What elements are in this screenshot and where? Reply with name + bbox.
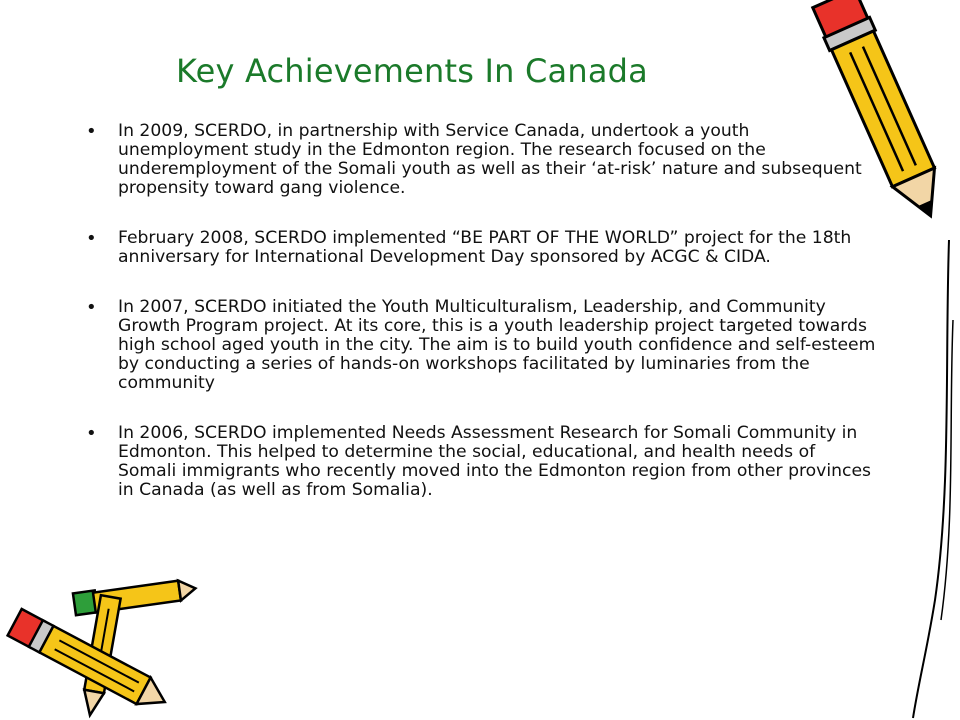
bullet-glyph: •: [86, 423, 97, 444]
pencils-clipart-bottom-left: [0, 568, 200, 720]
pencil-body: [831, 31, 934, 187]
pencil-clipart-top-right: [808, 0, 960, 230]
curved-line-clipart: [905, 240, 960, 720]
bullet-text: In 2006, SCERDO implemented Needs Assessment Research for Somali Community in Edmonton. This helped to determine the social, educational, and health needs of Somali immigrants who recently moved into the Edmonton region from other provinces in Canada (as well as from Somalia).: [118, 423, 872, 500]
bullet-text: In 2007, SCERDO initiated the Youth Multiculturalism, Leadership, and Community Growth Program project. At its core, this is a youth leadership project targeted towards high school aged youth in the city. The aim is to build youth confidence and self-esteem by conducting a series of hands-on workshops facilitated by luminaries from the community: [118, 297, 876, 393]
bullet-item: [86, 298, 876, 393]
slide-title: Key Achievements In Canada: [176, 52, 648, 90]
bullet-item: [86, 122, 876, 198]
bullet-item: [86, 424, 876, 500]
bullet-glyph: •: [86, 121, 97, 142]
bullet-glyph: •: [86, 228, 97, 249]
bullet-list: [86, 122, 876, 531]
bullet-glyph: •: [86, 297, 97, 318]
bullet-item: [86, 229, 876, 267]
bullet-text: In 2009, SCERDO, in partnership with Service Canada, undertook a youth unemployment study in the Edmonton region. The research focused on the underemployment of the Somali youth as well as their ‘at-risk’ nature and subsequent propensity toward gang violence.: [118, 121, 862, 198]
bullet-text: February 2008, SCERDO implemented “BE PART OF THE WORLD” project for the 18th anniversary for International Development Day sponsored by ACGC & CIDA.: [118, 228, 852, 267]
